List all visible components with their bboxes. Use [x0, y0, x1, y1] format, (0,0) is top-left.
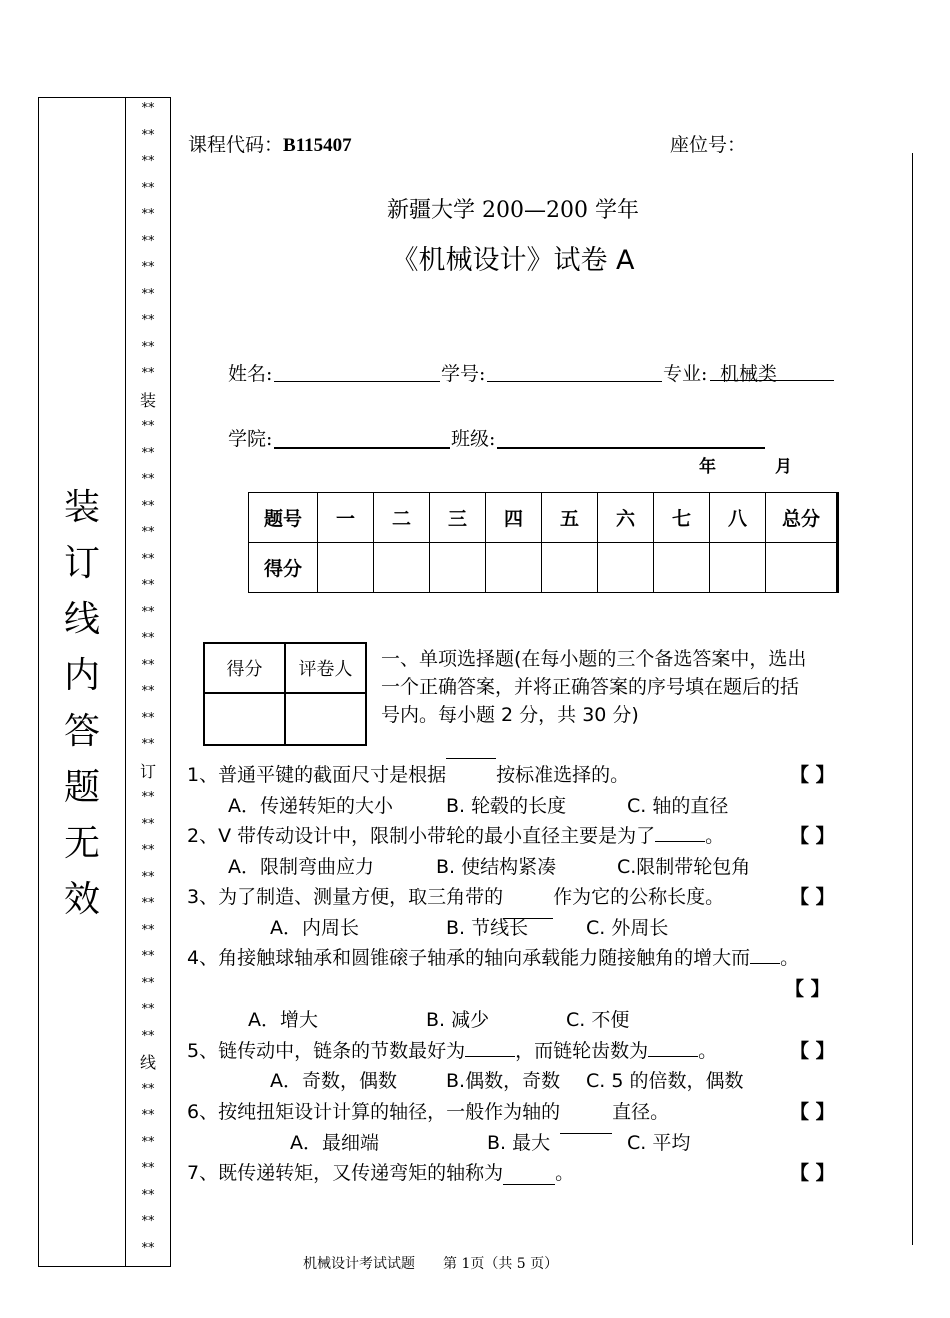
binding-star: ** — [141, 657, 155, 673]
question-5 — [187, 1036, 717, 1066]
binding-marker-char: 订 — [139, 761, 156, 781]
binding-star: ** — [141, 339, 155, 355]
course-code-label: 课程代码： — [188, 134, 284, 156]
score-table-header: 二 — [374, 493, 430, 543]
score-cell[interactable] — [486, 543, 542, 593]
binding-star: ** — [141, 472, 155, 487]
binding-char: 线 — [63, 599, 100, 640]
score-cell[interactable] — [318, 543, 374, 593]
grader-name-cell[interactable] — [285, 693, 366, 745]
page-footer: 机械设计考试试题 第 1页（共 5 页） — [303, 1256, 559, 1272]
binding-star: ** — [141, 1134, 155, 1150]
binding-star: ** — [141, 154, 155, 169]
answer-bracket[interactable]: 【 】 — [785, 978, 830, 1000]
score-row-label: 得分 — [249, 543, 318, 593]
question-text: 按标准选择的。 — [496, 764, 630, 786]
binding-star: ** — [141, 207, 155, 222]
question-1 — [187, 760, 629, 790]
answer-blank[interactable] — [750, 963, 780, 964]
question-3 — [187, 882, 724, 912]
right-margin-rule — [912, 153, 913, 1245]
option-c: C. 平均 — [627, 1132, 691, 1154]
binding-char: 装 — [63, 487, 100, 528]
binding-star: ** — [141, 1108, 155, 1123]
option-b: B.偶数，奇数 — [446, 1070, 561, 1092]
section1-line: 一个正确答案，并将正确答案的序号填在题后的括 — [381, 676, 800, 698]
student-id-field[interactable] — [487, 381, 662, 382]
score-table-header: 四 — [486, 493, 542, 543]
question-text: 3、为了制造、测量方便，取三角带的 — [187, 886, 504, 908]
answer-bracket[interactable]: 【 】 — [790, 1040, 835, 1062]
binding-star: ** — [141, 1081, 155, 1097]
binding-char: 内 — [63, 655, 100, 696]
answer-bracket[interactable]: 【 】 — [790, 825, 835, 847]
binding-char: 无 — [63, 823, 100, 864]
option-c: C.限制带轮包角 — [617, 856, 751, 878]
question-text: 4、角接触球轴承和圆锥磙子轴承的轴向承载能力随接触角的增大而 — [187, 947, 751, 969]
binding-star: ** — [141, 710, 155, 726]
answer-blank[interactable] — [648, 1056, 698, 1057]
score-table-header: 八 — [710, 493, 766, 543]
binding-star: ** — [141, 1240, 155, 1256]
score-table — [248, 492, 839, 593]
score-table-header: 一 — [318, 493, 374, 543]
question-2 — [187, 821, 724, 851]
answer-bracket[interactable]: 【 】 — [790, 1162, 835, 1184]
binding-star: ** — [141, 816, 155, 832]
binding-star: ** — [141, 737, 155, 752]
binding-star: ** — [141, 922, 155, 938]
college-field[interactable] — [274, 447, 450, 449]
option-a: A．最细端 — [290, 1132, 379, 1154]
question-4 — [187, 943, 799, 973]
year-label: 年 — [699, 457, 716, 477]
college-label: 学院: — [228, 428, 273, 450]
binding-star: ** — [141, 869, 155, 885]
question-text: 6、按纯扭矩设计计算的轴径，一般作为轴的 — [187, 1101, 561, 1123]
option-a: A．限制弯曲应力 — [228, 856, 374, 878]
binding-star: ** — [141, 1002, 155, 1017]
binding-star: ** — [141, 551, 155, 567]
binding-star: ** — [141, 445, 155, 461]
question-text: 。 — [555, 1162, 575, 1184]
score-cell[interactable] — [766, 543, 838, 593]
binding-star: ** — [141, 419, 155, 434]
answer-bracket[interactable]: 【 】 — [790, 1101, 835, 1123]
binding-star: ** — [141, 631, 155, 646]
answer-bracket[interactable]: 【 】 — [790, 764, 835, 786]
score-cell[interactable] — [542, 543, 598, 593]
option-a: A．传递转矩的大小 — [228, 795, 393, 817]
binding-star: ** — [141, 233, 155, 249]
score-cell[interactable] — [430, 543, 486, 593]
binding-star: ** — [141, 286, 155, 302]
grader-score-cell[interactable] — [204, 693, 285, 745]
binding-char: 订 — [63, 543, 100, 584]
score-table-header: 六 — [598, 493, 654, 543]
grader-name-label: 评卷人 — [285, 643, 366, 693]
question-6 — [187, 1097, 669, 1127]
option-b: B. 节线长 — [446, 917, 529, 939]
binding-warning-vertical — [38, 480, 126, 928]
question-7 — [187, 1158, 574, 1188]
option-a: A．内周长 — [270, 917, 359, 939]
grader-score-label: 得分 — [204, 643, 285, 693]
score-cell[interactable] — [598, 543, 654, 593]
section1-instructions — [381, 645, 806, 729]
answer-bracket[interactable]: 【 】 — [790, 886, 835, 908]
score-table-header: 五 — [542, 493, 598, 543]
binding-star: ** — [141, 843, 155, 858]
binding-star: ** — [141, 684, 155, 699]
section1-line: 一、单项选择题(在每小题的三个备选答案中，选出 — [381, 648, 807, 670]
binding-star: ** — [141, 1028, 155, 1044]
question-text: ，而链轮齿数为 — [515, 1040, 649, 1062]
name-field[interactable] — [274, 381, 440, 382]
binding-star: ** — [141, 975, 155, 991]
question-text: 7、既传递转矩，又传递弯矩的轴称为 — [187, 1162, 504, 1184]
binding-star: ** — [141, 896, 155, 911]
question-text: 。 — [705, 825, 725, 847]
score-table-header: 题号 — [249, 493, 318, 543]
binding-star: ** — [141, 604, 155, 620]
section1-line: 号内。每小题 2 分，共 30 分) — [381, 704, 639, 726]
score-cell[interactable] — [710, 543, 766, 593]
question-text: 1、普通平键的截面尺寸是根据 — [187, 764, 447, 786]
binding-star: ** — [141, 578, 155, 593]
answer-blank[interactable] — [465, 1056, 515, 1057]
binding-star: ** — [141, 366, 155, 381]
option-b: B. 最大 — [487, 1132, 551, 1154]
score-cell[interactable] — [374, 543, 430, 593]
seat-number-label: 座位号： — [670, 134, 747, 156]
exam-year-title: 新疆大学 200—200 学年 — [387, 198, 639, 223]
grader-box — [203, 642, 367, 746]
major-field[interactable]: 机械类 — [710, 359, 834, 381]
answer-blank[interactable] — [560, 1133, 612, 1134]
binding-star: ** — [141, 498, 155, 514]
option-c: C. 轴的直径 — [627, 795, 729, 817]
question-text: 作为它的公称长度。 — [553, 886, 725, 908]
binding-star: ** — [141, 1187, 155, 1203]
option-a: A．增大 — [248, 1009, 318, 1031]
score-cell[interactable] — [654, 543, 710, 593]
month-label: 月 — [775, 457, 792, 477]
class-field[interactable] — [497, 447, 765, 449]
question-text: 直径。 — [612, 1101, 670, 1123]
question-text: 。 — [780, 947, 800, 969]
score-table-score-row — [249, 543, 838, 593]
binding-star: ** — [141, 101, 155, 116]
binding-char: 题 — [63, 767, 100, 808]
binding-star: ** — [141, 180, 155, 196]
exam-title: 《机械设计》试卷 A — [391, 245, 635, 276]
binding-marker-char: 线 — [139, 1053, 156, 1072]
score-table-header: 七 — [654, 493, 710, 543]
major-label: 专业: — [663, 363, 708, 385]
option-b: B. 使结构紧凑 — [436, 856, 557, 878]
option-c: C. 外周长 — [586, 917, 669, 939]
course-code-value: B115407 — [283, 135, 352, 156]
binding-marker-char: 装 — [139, 390, 156, 410]
answer-blank[interactable] — [446, 758, 496, 759]
option-b: B. 减少 — [426, 1009, 490, 1031]
score-table-header: 三 — [430, 493, 486, 543]
question-text: 。 — [698, 1040, 718, 1062]
name-label: 姓名: — [228, 363, 273, 385]
option-b: B. 轮毂的长度 — [446, 795, 567, 817]
binding-star: ** — [141, 260, 155, 275]
binding-star: ** — [141, 525, 155, 540]
option-a: A．奇数，偶数 — [270, 1070, 397, 1092]
answer-blank[interactable] — [503, 1184, 555, 1185]
binding-star: ** — [141, 1161, 155, 1176]
binding-star: ** — [141, 1214, 155, 1229]
answer-blank[interactable] — [655, 841, 705, 842]
score-table-header-row — [249, 493, 838, 543]
binding-star: ** — [141, 790, 155, 805]
score-table-header: 总分 — [766, 493, 838, 543]
binding-star: ** — [141, 127, 155, 143]
option-c: C. 5 的倍数，偶数 — [586, 1070, 744, 1092]
class-label: 班级: — [451, 428, 496, 450]
binding-star: ** — [141, 313, 155, 328]
question-text: 5、链传动中，链条的节数最好为 — [187, 1040, 466, 1062]
question-text: 2、V 带传动设计中，限制小带轮的最小直径主要是为了 — [187, 825, 656, 847]
binding-char: 答 — [63, 711, 100, 752]
course-code — [188, 130, 352, 157]
student-id-label: 学号: — [441, 363, 486, 385]
binding-char: 效 — [63, 879, 100, 920]
option-c: C. 不便 — [566, 1009, 630, 1031]
binding-star: ** — [141, 949, 155, 964]
